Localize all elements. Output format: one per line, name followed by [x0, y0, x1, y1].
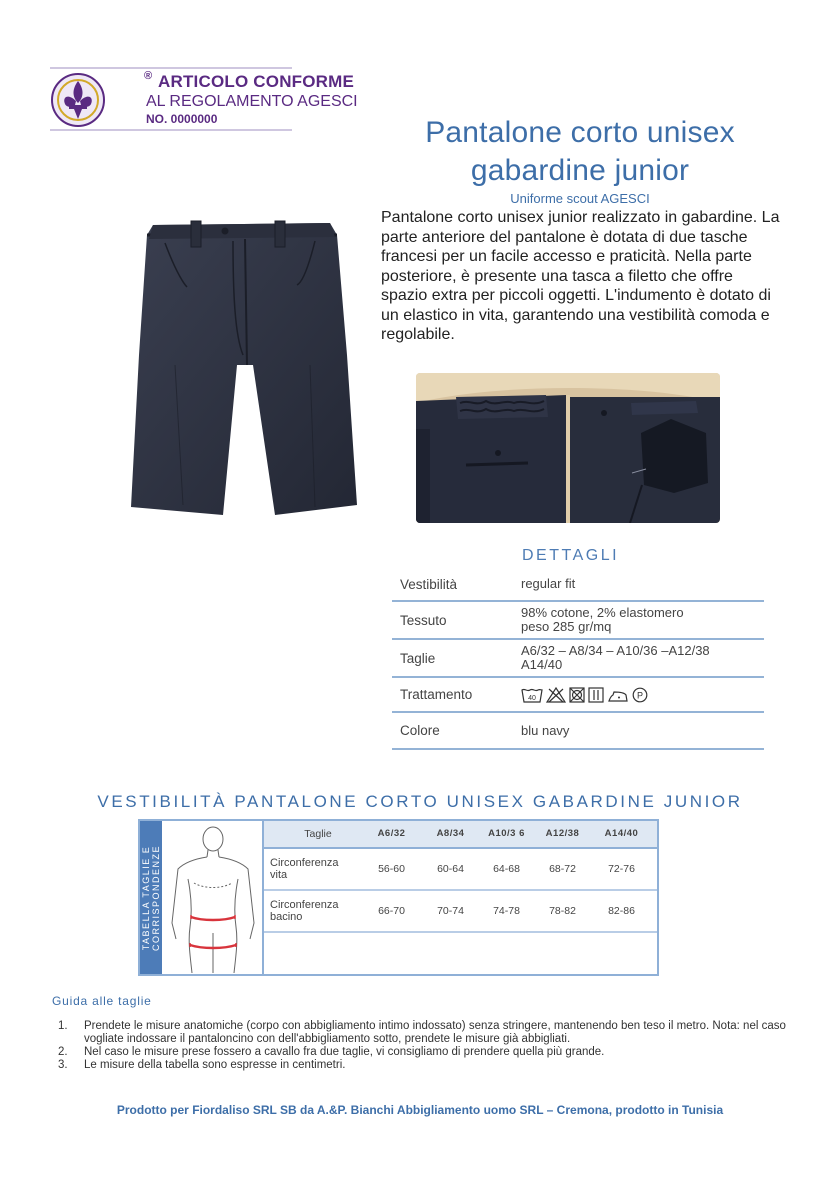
size-col-a12: A12/38: [545, 828, 580, 839]
body-measurement-figure: [164, 823, 262, 973]
measure-label-line-2: vita: [270, 869, 288, 881]
waist-line-marker: [191, 917, 235, 920]
list-item: [58, 1020, 808, 1046]
fleur-de-lis-emblem-icon: [50, 71, 106, 129]
details-value: [521, 606, 764, 634]
details-value: [521, 644, 764, 672]
details-value: blu navy: [521, 722, 570, 738]
badge-line-1: ARTICOLO CONFORME: [158, 72, 355, 91]
product-description: Pantalone corto unisex junior realizzato in gabardine. La parte anteriore del pantalone è dotata di due tasche francesi per un facile accesso e praticità. Nella parte posteriore, è presente una tasca a filetto che offre spazio extra per piccoli oggetti. L'indumento è dotato di un elastico in vita, garantendo una vestibilità comoda e regolabile.: [381, 209, 780, 343]
table-cell: 78-82: [549, 905, 576, 917]
details-label: Vestibilità: [400, 576, 458, 592]
measure-label-line-1: Circonferenza: [270, 857, 339, 869]
list-item-text: Le misure della tabella sono espresse in centimetri.: [84, 1059, 346, 1071]
care-icons: [521, 687, 764, 703]
size-col-a8: A8/34: [436, 828, 465, 839]
measure-label-line-2: bacino: [270, 911, 303, 923]
details-table: [392, 568, 764, 750]
details-label: Tessuto: [400, 612, 447, 628]
manufacturer-footer: Prodotto per Fiordaliso SRL SB da A.&P. Bianchi Abbigliamento uomo SRL – Cremona, prodotto in Tunisia: [116, 1103, 724, 1117]
table-cell: 64-68: [493, 863, 520, 875]
agesci-conformity-badge: [50, 67, 358, 131]
sizes-grid: [264, 821, 657, 933]
badge-line-2: AL REGOLAMENTO AGESCI: [146, 93, 358, 110]
measure-label: [264, 857, 362, 881]
table-cell: 56-60: [378, 863, 405, 875]
details-label: Colore: [400, 723, 440, 738]
product-subtitle: Uniforme scout AGESCI: [510, 191, 650, 206]
detail-photos-image: [416, 373, 720, 523]
table-cell: 82-86: [608, 905, 635, 917]
list-item: [58, 1046, 808, 1059]
measure-label: [264, 899, 362, 923]
size-guide-list: [58, 1020, 808, 1072]
list-item-number: 2.: [58, 1046, 68, 1058]
table-cell: 70-74: [437, 905, 464, 917]
size-guide-heading: Guida alle taglie: [52, 994, 152, 1008]
measure-label-line-1: Circonferenza: [270, 899, 339, 911]
details-row-sizes: [392, 640, 764, 678]
fabric-composition: 98% cotone, 2% elastomero: [521, 605, 684, 620]
details-row-care: [392, 678, 764, 713]
list-item-text: Prendete le misure anatomiche (corpo con abbigliamento intimo indossato) senza stringere, mantenendo ben teso il metro. Nota: nel caso vogliate indossare il pantaloncino con dell'abbigliamento sotto, prendete le misure già abbigliati.: [84, 1020, 786, 1045]
details-label: Trattamento: [400, 687, 473, 702]
table-cell: 72-76: [608, 863, 635, 875]
professional-clean-p-icon: [632, 687, 648, 703]
sizes-line-2: A14/40: [521, 657, 563, 672]
sizes-row-hip: [264, 891, 657, 933]
size-col-a6: A6/32: [377, 828, 406, 839]
line-dry-icon: [588, 687, 604, 703]
registered-mark: ®: [144, 70, 153, 82]
sizes-header-row: [264, 821, 657, 849]
badge-number: NO. 0000000: [146, 112, 218, 126]
size-col-a10: A10/3 6: [488, 828, 525, 839]
no-tumble-dry-icon: [569, 687, 585, 703]
side-label-line-2: CORRISPONDENZE: [151, 844, 161, 951]
details-row-fit: [392, 568, 764, 602]
sizes-row-waist: [264, 849, 657, 891]
p-letter: P: [636, 690, 644, 700]
table-cell: 74-78: [493, 905, 520, 917]
wash-temp: 40: [528, 694, 536, 702]
no-bleach-icon: [546, 687, 566, 703]
list-item-number: 1.: [58, 1020, 68, 1032]
table-cell: 60-64: [437, 863, 464, 875]
list-item-text: Nel caso le misure prese fossero a cavallo fra due taglie, vi consigliamo di prendere quella più grande.: [84, 1046, 605, 1058]
fit-table-title: VESTIBILITÀ PANTALONE CORTO UNISEX GABARDINE JUNIOR: [97, 792, 743, 811]
details-row-fabric: [392, 602, 764, 640]
sizes-header-label: Taglie: [304, 828, 332, 840]
side-label-line-1: TABELLA TAGLIE E: [141, 845, 151, 950]
fabric-weight: peso 285 gr/mq: [521, 619, 612, 634]
size-col-a14: A14/40: [604, 828, 639, 839]
sizes-line-1: A6/32 – A8/34 – A10/36 –A12/38: [521, 643, 710, 658]
size-table-box: [138, 819, 659, 976]
table-cell: 68-72: [549, 863, 576, 875]
list-item-number: 3.: [58, 1059, 68, 1071]
list-item: [58, 1059, 808, 1072]
details-row-color: [392, 713, 764, 750]
wash-40-icon: [521, 687, 543, 703]
details-heading: DETTAGLI: [522, 547, 620, 564]
iron-low-icon: [607, 687, 629, 703]
details-label: Taglie: [400, 650, 436, 666]
size-table-side-label: [140, 821, 162, 974]
details-value: regular fit: [521, 576, 576, 591]
product-title: Pantalone corto unisex gabardine junior: [425, 116, 735, 187]
shorts-product-image: [125, 215, 360, 520]
table-cell: 66-70: [378, 905, 405, 917]
